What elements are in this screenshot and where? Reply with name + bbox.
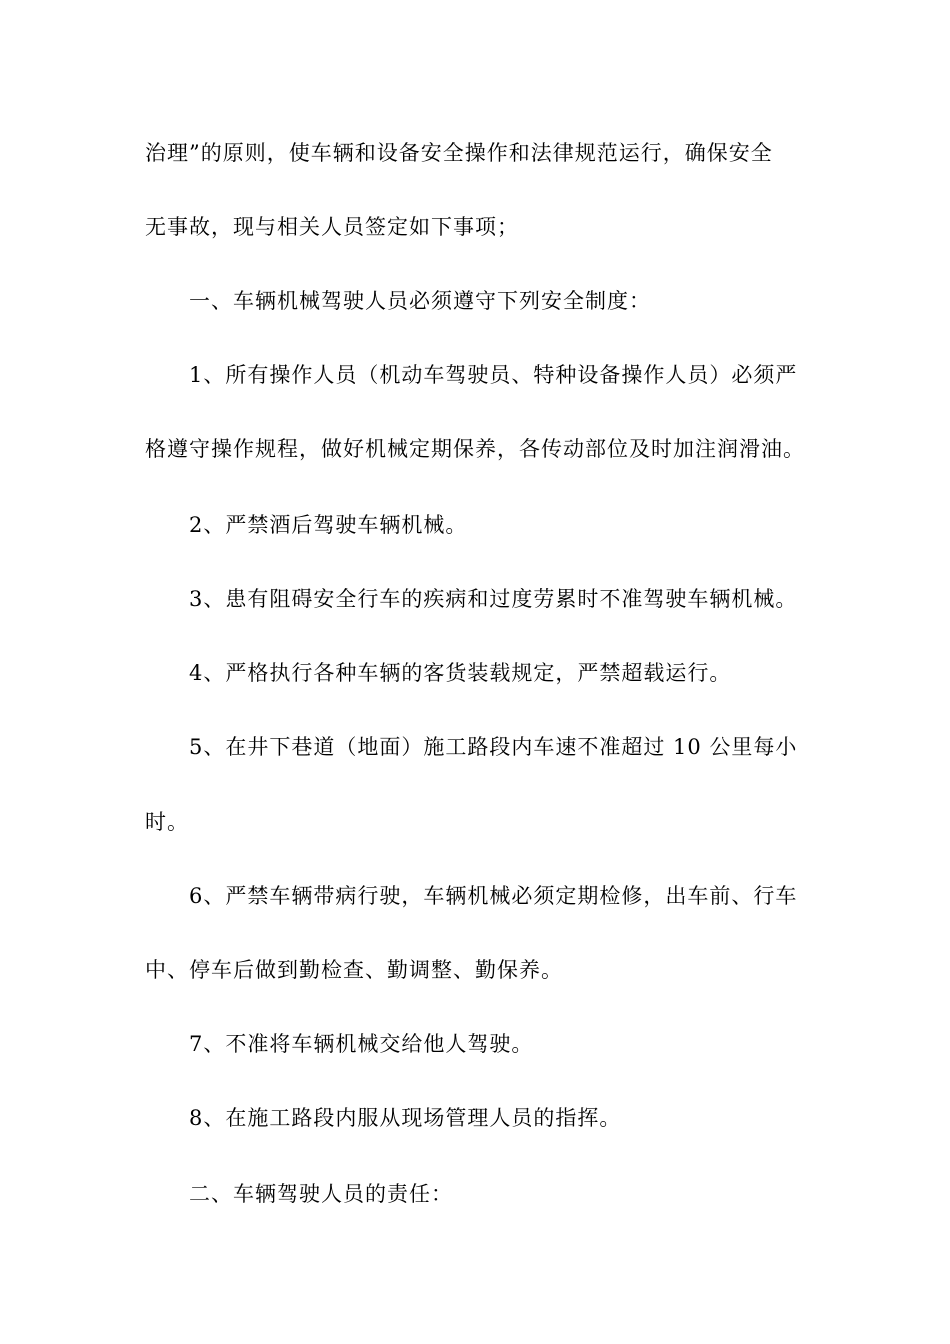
paragraph-line: 治理”的原则，使车辆和设备安全操作和法律规范运行，确保安全 <box>145 141 773 165</box>
paragraph-line: 时。 <box>145 810 189 834</box>
rule-item-1: 1、所有操作人员（机动车驾驶员、特种设备操作人员）必须严 <box>189 363 798 387</box>
rule-item-6: 6、严禁车辆带病行驶，车辆机械必须定期检修，出车前、行车 <box>189 884 798 908</box>
rule-item-2: 2、严禁酒后驾驶车辆机械。 <box>189 513 468 537</box>
section-heading-1: 一、车辆机械驾驶人员必须遵守下列安全制度： <box>189 289 651 313</box>
rule-item-7: 7、不准将车辆机械交给他人驾驶。 <box>189 1032 534 1056</box>
section-heading-2: 二、车辆驾驶人员的责任： <box>189 1182 453 1206</box>
paragraph-line: 中、停车后做到勤检查、勤调整、勤保养。 <box>145 958 563 982</box>
rule-item-4: 4、严格执行各种车辆的客货装载规定，严禁超载运行。 <box>189 661 732 685</box>
rule-item-8: 8、在施工路段内服从现场管理人员的指挥。 <box>189 1106 622 1130</box>
paragraph-line: 格遵守操作规程，做好机械定期保养，各传动部位及时加注润滑油。 <box>145 437 805 461</box>
paragraph-line: 无事故，现与相关人员签定如下事项； <box>145 215 519 239</box>
rule-item-5: 5、在井下巷道（地面）施工路段内车速不准超过 10 公里每小 <box>189 735 798 759</box>
rule-item-3: 3、患有阻碍安全行车的疾病和过度劳累时不准驾驶车辆机械。 <box>189 587 798 611</box>
